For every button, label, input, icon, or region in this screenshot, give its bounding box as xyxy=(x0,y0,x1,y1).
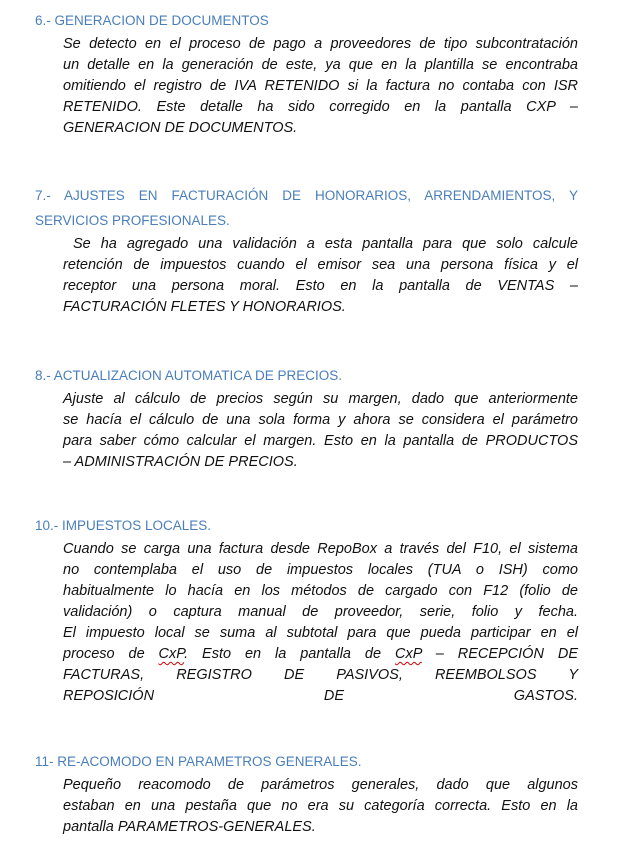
section-7-heading-line2: SERVICIOS PROFESIONALES. xyxy=(35,213,230,228)
line-text: proceso de xyxy=(63,646,159,662)
section-7-line: receptor una persona moral. Esto en la pantalla de VENTAS – xyxy=(63,278,578,294)
section-10-line: FACTURAS, REGISTRO DE PASIVOS, REEMBOLSOS Y xyxy=(63,667,578,683)
section-10-line xyxy=(63,644,578,665)
section-6-line: omitiendo el registro de IVA RETENIDO si la factura no contaba con ISR xyxy=(63,78,578,94)
section-10-body xyxy=(63,539,578,707)
section-10-heading: 10.- IMPUESTOS LOCALES. xyxy=(35,518,212,533)
section-10-line: REPOSICIÓN DE GASTOS. xyxy=(63,688,578,704)
section-10-line: validación) o captura manual de proveedor, serie, folio y fecha. xyxy=(63,604,578,620)
cxp-misspelled-word: CxP xyxy=(394,646,422,662)
section-10-line: habitualmente lo hacía en los métodos de cargado con F12 (folio de xyxy=(63,583,578,599)
section-10-line: El impuesto local se suma al subtotal para que pueda participar en el xyxy=(63,625,578,641)
section-11-heading: 11- RE-ACOMODO EN PARAMETROS GENERALES. xyxy=(35,754,362,769)
section-8-line: para saber cómo calcular el margen. Esto en la pantalla de PRODUCTOS xyxy=(63,433,578,449)
section-8-body xyxy=(63,389,578,473)
section-8-line: se hacía el cálculo de una sola forma y ahora se considera el parámetro xyxy=(63,412,578,428)
section-11-body xyxy=(63,775,578,838)
section-7-line: FACTURACIÓN FLETES Y HONORARIOS. xyxy=(63,299,346,315)
section-6-line: RETENIDO. Este detalle ha sido corregido en la pantalla CXP – xyxy=(63,99,578,115)
section-7-body xyxy=(63,234,578,318)
section-8-line: Ajuste al cálculo de precios según su margen, dado que anteriormente xyxy=(63,391,578,407)
section-11-line: estaban en una pestaña que no era su categoría correcta. Esto en la xyxy=(63,798,578,814)
line-text: – RECEPCIÓN DE xyxy=(421,646,578,662)
section-8-heading: 8.- ACTUALIZACION AUTOMATICA DE PRECIOS. xyxy=(35,368,343,383)
section-8-line: – ADMINISTRACIÓN DE PRECIOS. xyxy=(63,454,298,470)
section-11-line: pantalla PARAMETROS-GENERALES. xyxy=(63,819,316,835)
line-text: . Esto en la pantalla de xyxy=(184,646,395,662)
section-10-line: no contemplaba el uso de impuestos locales (TUA o ISH) como xyxy=(63,562,578,578)
section-6-line: un detalle en la generación de este, ya que en la plantilla se encontraba xyxy=(63,57,578,73)
section-11-line: Pequeño reacomodo de parámetros generales, dado que algunos xyxy=(63,777,578,793)
section-6-body xyxy=(63,34,578,139)
section-6-heading: 6.- GENERACION DE DOCUMENTOS xyxy=(35,13,269,28)
cxp-misspelled-word: CxP xyxy=(158,646,185,662)
section-6-line: GENERACION DE DOCUMENTOS. xyxy=(63,120,298,136)
section-10-line: Cuando se carga una factura desde RepoBox a través del F10, el sistema xyxy=(63,541,578,557)
section-7-line: Se ha agregado una validación a esta pantalla para que solo calcule xyxy=(63,236,578,252)
section-7-heading-line1: 7.- AJUSTES EN FACTURACIÓN DE HONORARIOS, ARRENDAMIENTOS, Y xyxy=(35,188,578,203)
section-6-line: Se detecto en el proceso de pago a proveedores de tipo subcontratación xyxy=(63,36,578,52)
section-7-line: retención de impuestos cuando el emisor sea una persona física y el xyxy=(63,257,578,273)
